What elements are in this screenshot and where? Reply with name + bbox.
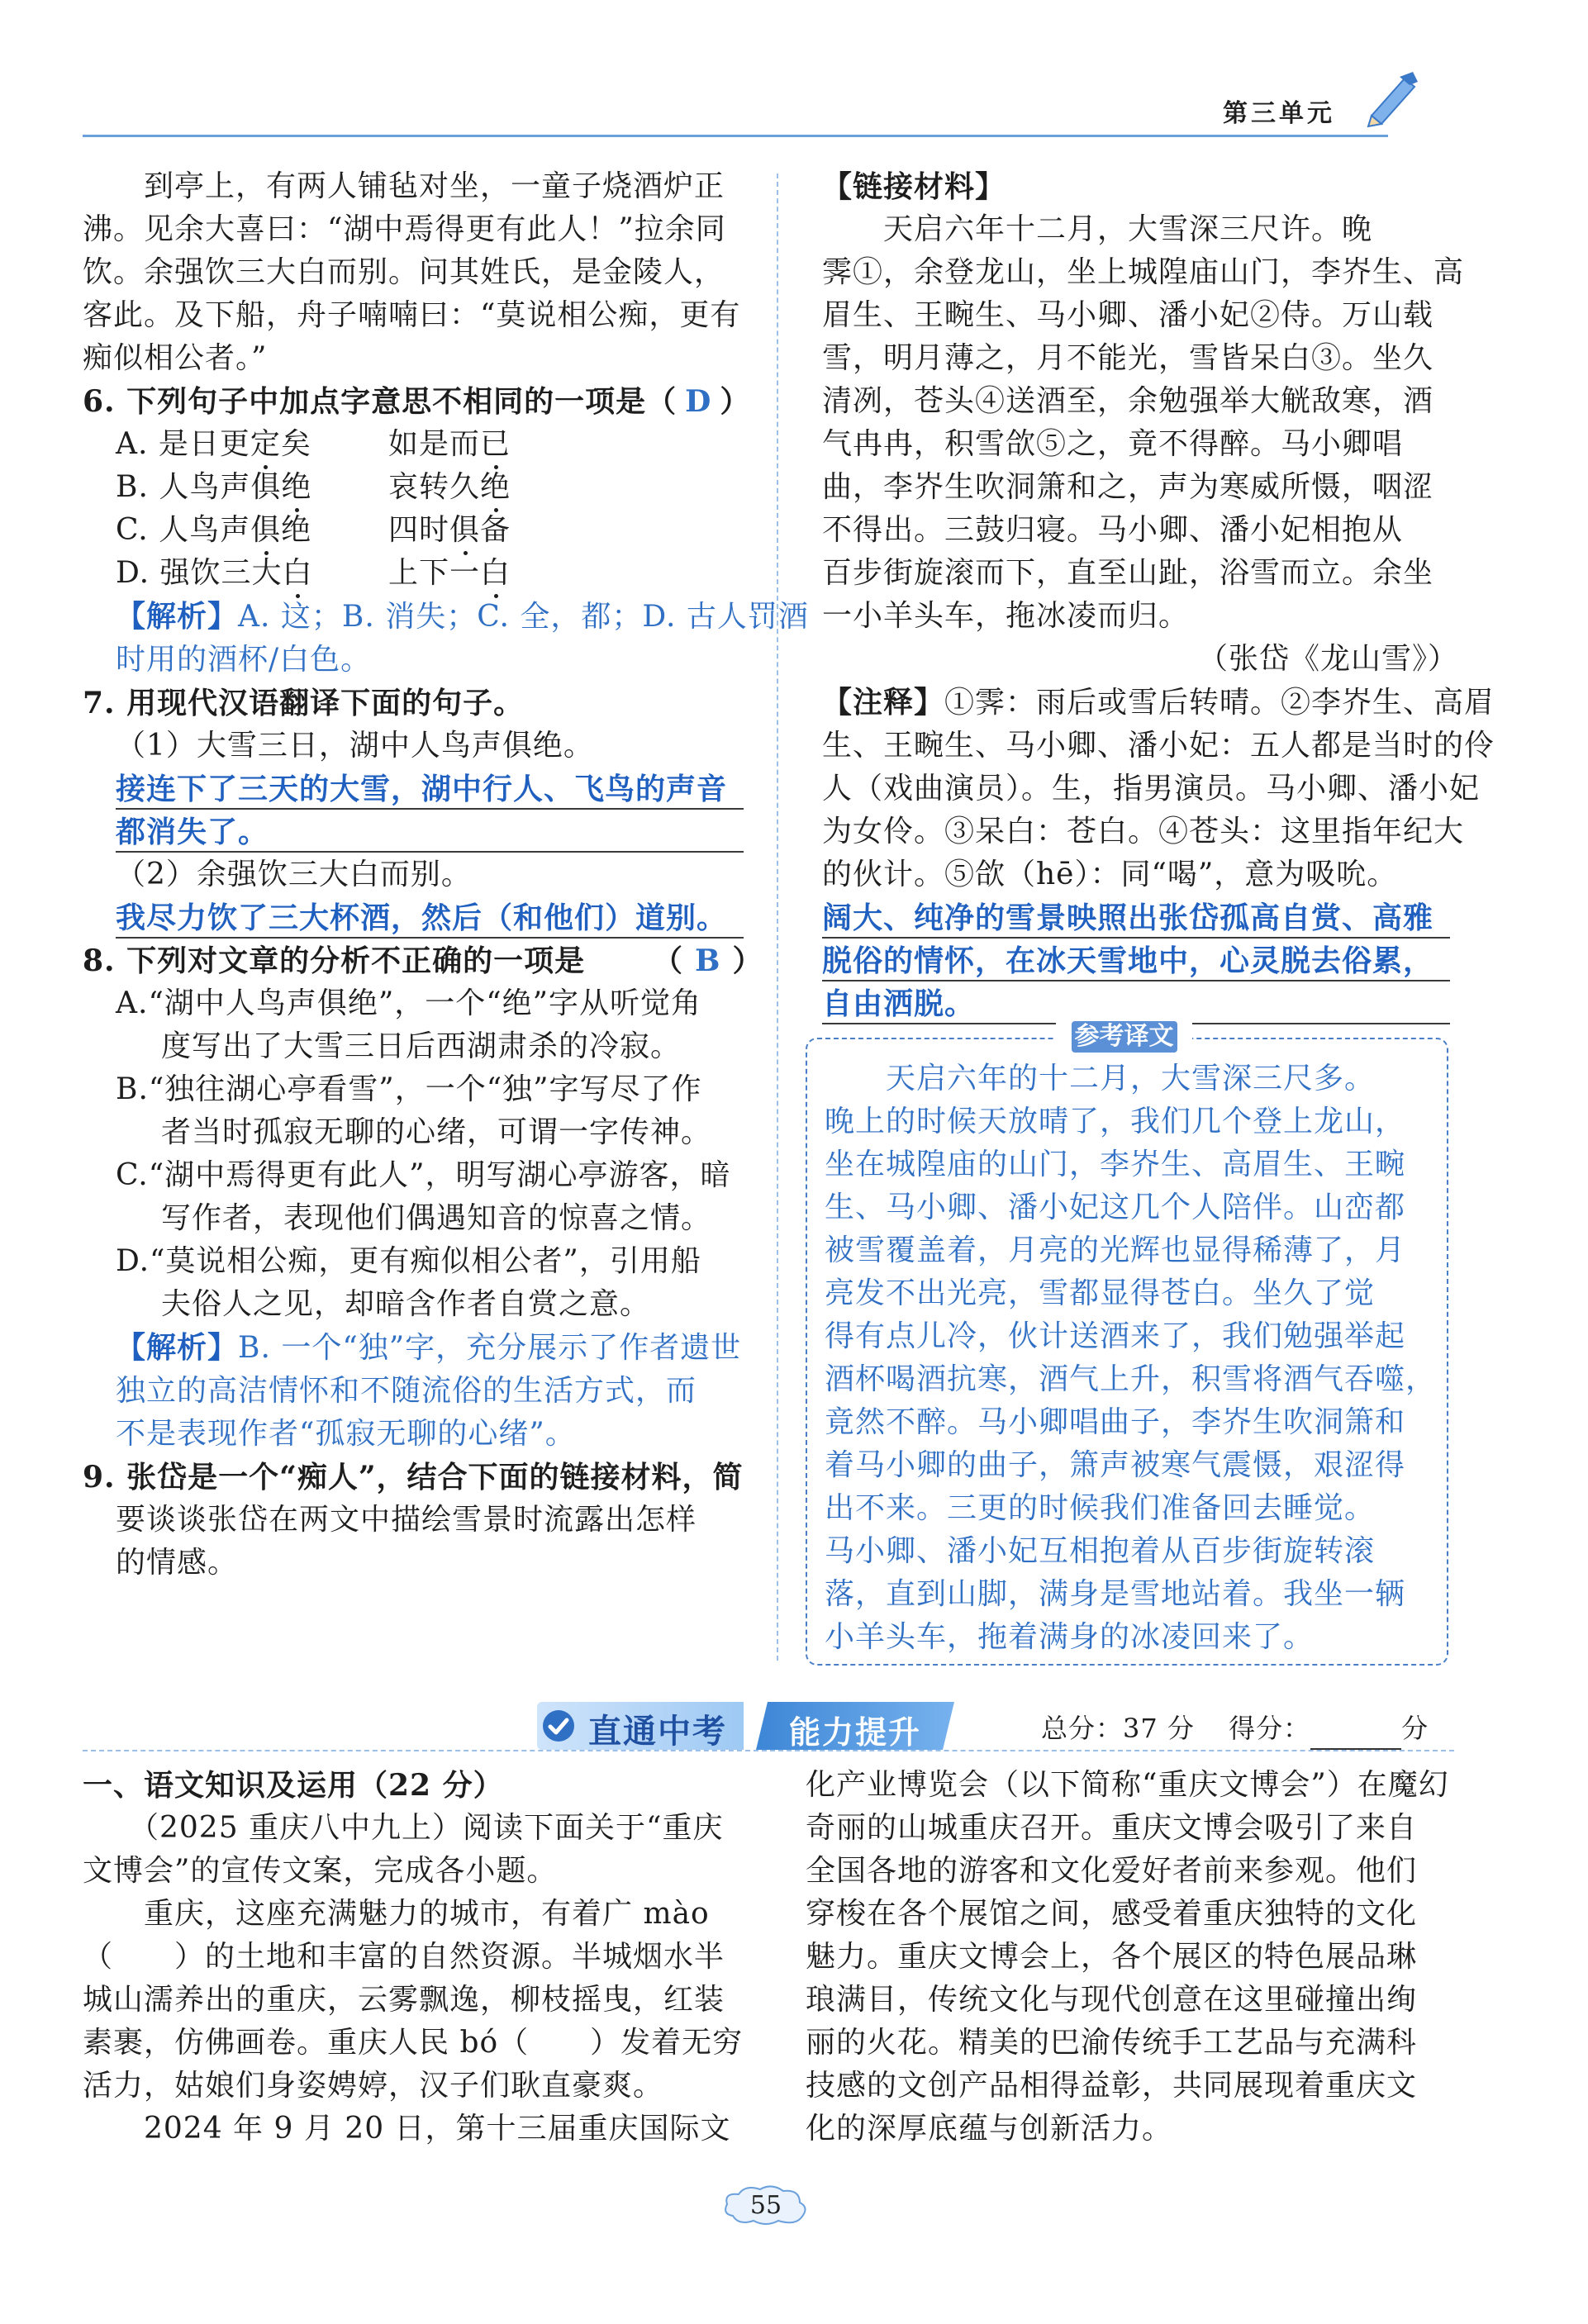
- column-divider: [777, 173, 778, 1661]
- reference-line: 酒杯喝酒抗寒，酒气上升，积雪将酒气吞噬，: [825, 1362, 1437, 1396]
- q9-stem: 9. 张岱是一个“痴人”，结合下面的链接材料，简: [83, 1460, 744, 1495]
- part1-line: 琅满目，传统文化与现代创意在这里碰撞出绚: [806, 1983, 1418, 2017]
- banner-left-label: 直通中考: [588, 1712, 727, 1751]
- q9-stem-cont: 的情感。: [116, 1546, 239, 1580]
- q8-option-a: A.“湖中人鸟声俱绝”，一个“绝”字从听觉角: [116, 986, 702, 1020]
- score-total: 总分：37 分: [1041, 1713, 1195, 1744]
- reference-line: 亮发不出光亮，雪都显得苍白。坐久了觉: [825, 1276, 1376, 1310]
- reference-line: 天启六年的十二月，大雪深三尺多。: [825, 1062, 1376, 1095]
- question-7: [83, 682, 752, 939]
- q7-sub1: （1）大雪三日，湖中人鸟声俱绝。: [116, 729, 594, 763]
- notes-line: 人（戏曲演员）。生，指男演员。马小卿、潘小妃: [822, 772, 1481, 806]
- q6-analysis: 【解析】A. 这；B. 消失；C. 全，都；D. 古人罚酒: [116, 599, 809, 634]
- part1-line: 2024 年 9 月 20 日，第十三届重庆国际文: [83, 2112, 731, 2146]
- notes-line: 为女伶。③呆白：苍白。④苍头：这里指年纪大: [822, 815, 1465, 848]
- q9-stem-cont: 要谈谈张岱在两文中描绘雪景时流露出怎样: [116, 1503, 697, 1537]
- reference-line: 落，直到山脚，满身是雪地站着。我坐一辆: [825, 1577, 1406, 1611]
- q9-answer-line: 脱俗的情怀，在冰天雪地中，心灵脱去俗累，: [822, 942, 1450, 981]
- left-column: [83, 165, 809, 1585]
- question-6: [83, 380, 809, 682]
- part1-line: 技感的文创产品相得益彰，共同展现着重庆文: [806, 2069, 1418, 2103]
- link-line: 清冽，苍头④送酒至，余勉强举大觥敌寒，酒: [822, 384, 1434, 418]
- q7-answer1-line: 都消失了。: [116, 813, 744, 853]
- part1-line: 化产业博览会（以下简称“重庆文博会”）在魔幻: [806, 1768, 1449, 1802]
- link-line: 曲，李岕生吹洞箫和之，声为寒威所慑，咽涩: [822, 470, 1434, 504]
- reference-line: 被雪覆盖着，月亮的光辉也显得稀薄了，月: [825, 1233, 1406, 1267]
- score-blank[interactable]: [1310, 1722, 1401, 1750]
- passage-line: 痴似相公者。”: [83, 341, 268, 375]
- notes-line: 的伙计。⑤欱（hē）：同“喝”，意为吸吮。: [822, 858, 1398, 891]
- part1-line: 活力，姑娘们身姿娉婷，汉子们耿直豪爽。: [83, 2069, 664, 2103]
- reference-text: [825, 1057, 1436, 1659]
- link-line: 雪，明月薄之，月不能光，雪皆呆白③。坐久: [822, 341, 1434, 375]
- passage-line: 客此。及下船，舟子喃喃曰：“莫说相公痴，更有: [83, 298, 741, 332]
- link-line: 一小羊头车，拖冰凌而归。: [822, 599, 1190, 633]
- banner-right-label: 能力提升: [789, 1713, 922, 1751]
- part1-line: 穿梭在各个展馆之间，感受着重庆独特的文化: [806, 1897, 1418, 1931]
- reference-line: 坐在城隍庙的山门，李岕生、高眉生、王畹: [825, 1148, 1406, 1181]
- part1-left: [83, 1764, 752, 2151]
- q8-option-d-cont: 夫俗人之见，却暗含作者自赏之意。: [161, 1287, 651, 1321]
- reference-line: 生、马小卿、潘小妃这几个人陪伴。山峦都: [825, 1191, 1406, 1224]
- question-8: 8. 下列对文章的分析不正确的一项是 （ B ） A.“湖中人鸟声俱绝”，一个“绝”字从听觉角 度写出了大雪三日后西湖肃杀的冷寂。 B.“独往湖心亭看雪”，一个“独”字写尽了作 者当时孤寂无聊的心绪，可谓一字传神。 C.“湖中焉得更有此人”，明写湖心亭游客，暗 写作者，表现他们偶遇知音的惊喜之情。 D.“莫说相公痴，更有痴似相公者”，引用船 夫俗人之见，却暗含作者自赏之意。 【解析】B. 一个“独”字，充分展示了作者遗世 独立的高洁情怀和不随流俗的生活方式，而 不是表现作者“孤寂无聊的心绪”。: [83, 939, 752, 1456]
- link-line: 霁①，余登龙山，坐上城隍庙山门，李岕生、高: [822, 255, 1465, 289]
- link-line: 气冉冉，积雪欱⑤之，竟不得醉。马小卿唱: [822, 427, 1404, 461]
- part1-line: （2025 重庆八中九上）阅读下面关于“重庆: [83, 1811, 724, 1845]
- q8-option-c: C.“湖中焉得更有此人”，明写湖心亭游客，暗: [116, 1158, 731, 1192]
- link-label: 【链接材料】: [822, 169, 1006, 204]
- q8-analysis-cont: 独立的高洁情怀和不随流俗的生活方式，而: [116, 1374, 697, 1408]
- reference-title: 参考译文: [1056, 1021, 1192, 1054]
- reference-line: 着马小卿的曲子，箫声被寒气震慑，艰涩得: [825, 1448, 1406, 1482]
- q7-answer2-line: 我尽力饮了三大杯酒，然后（和他们）道别。: [116, 899, 744, 939]
- part1-line: 奇丽的山城重庆召开。重庆文博会吸引了来自: [806, 1811, 1418, 1845]
- part1-heading: 一、语文知识及运用（22 分）: [83, 1768, 504, 1803]
- q8-stem: 8. 下列对文章的分析不正确的一项是: [83, 943, 586, 978]
- notes-line: 生、王畹生、马小卿、潘小妃：五人都是当时的伶: [822, 729, 1495, 763]
- q9-answer-line: 自由洒脱。: [822, 985, 1450, 1024]
- q6-answer: D: [685, 384, 712, 419]
- part1-line: 化的深厚底蕴与创新活力。: [806, 2112, 1173, 2146]
- q6-option-b: B. 人鸟声俱绝 哀转久绝: [83, 466, 752, 509]
- part1-line: 城山濡养出的重庆，云雾飘逸，柳枝摇曳，红装: [83, 1983, 725, 2017]
- reference-line: 出不来。三更的时候我们准备回去睡觉。: [825, 1491, 1376, 1525]
- question-9: [83, 1456, 752, 1585]
- page-number: 55: [749, 2191, 782, 2220]
- link-source: （张岱《龙山雪》）: [1197, 642, 1458, 676]
- passage-line: 饮。余强饮三大白而别。问其姓氏，是金陵人，: [83, 255, 725, 289]
- link-line: 天启六年十二月，大雪深三尺许。晚: [822, 212, 1373, 246]
- part1-line: 重庆，这座充满魅力的城市，有着广 mào: [83, 1897, 710, 1931]
- q6-analysis-cont: 时用的酒杯/白色。: [116, 643, 372, 677]
- q8-option-b: B.“独往湖心亭看雪”，一个“独”字写尽了作: [116, 1072, 702, 1106]
- header-rule: [83, 135, 1388, 137]
- q8-analysis-cont: 不是表现作者“孤寂无聊的心绪”。: [116, 1417, 576, 1451]
- reference-line: 晚上的时候天放晴了，我们几个登上龙山，: [825, 1105, 1406, 1138]
- check-icon: [541, 1709, 576, 1743]
- pencil-icon: [1363, 70, 1421, 128]
- q8-option-c-cont: 写作者，表现他们偶遇知音的惊喜之情。: [161, 1201, 712, 1235]
- q8-analysis: 【解析】B. 一个“独”字，充分展示了作者遗世: [116, 1330, 742, 1365]
- part1-line: 全国各地的游客和文化爱好者前来参观。他们: [806, 1854, 1418, 1888]
- q6-stem: 6. 下列句子中加点字意思不相同的一项是（: [83, 384, 678, 419]
- q8-option-b-cont: 者当时孤寂无聊的心绪，可谓一字传神。: [161, 1115, 712, 1149]
- banner-rule: [83, 1750, 1454, 1751]
- link-line: 不得出。三鼓归寝。马小卿、潘小妃相抱从: [822, 513, 1404, 547]
- notes-first-line: 【注释】①霁：雨后或雪后转晴。②李岕生、高眉: [822, 685, 1495, 720]
- q8-option-a-cont: 度写出了大雪三日后西湖肃杀的冷寂。: [161, 1029, 682, 1063]
- score-area: [1041, 1707, 1429, 1750]
- reference-line: 得有点儿冷，伙计送酒来了，我们勉强举起: [825, 1319, 1406, 1353]
- score-unit: 分: [1401, 1713, 1429, 1744]
- q7-stem: 7. 用现代汉语翻译下面的句子。: [83, 686, 525, 720]
- q8-answer: B: [695, 943, 721, 978]
- part1-line: 素裹，仿佛画卷。重庆人民 bó（ ）发着无穷: [83, 2026, 744, 2060]
- unit-title: 第三单元: [1223, 99, 1335, 128]
- q6-option-d: D. 强饮三大白 上下一白: [83, 552, 752, 595]
- q6-option-a: A. 是日更定矣 如是而已: [83, 423, 752, 466]
- right-column: [822, 165, 1495, 1025]
- q7-sub2: （2）余强饮三大白而别。: [116, 858, 472, 891]
- passage-paragraph: [83, 165, 752, 380]
- reference-line: 竟然不醉。马小卿唱曲子，李岕生吹洞箫和: [825, 1405, 1406, 1439]
- part1-right: [806, 1764, 1458, 2151]
- part1-line: （ ）的土地和丰富的自然资源。半城烟水半: [83, 1940, 725, 1974]
- q8-option-d: D.“莫说相公痴，更有痴似相公者”，引用船: [116, 1244, 701, 1278]
- page-number-badge: [720, 2183, 811, 2229]
- q6-option-c: C. 人鸟声俱绝 四时俱备: [83, 509, 752, 552]
- q7-answer1-line: 接连下了三天的大雪，湖中行人、飞鸟的声音: [116, 770, 744, 810]
- passage-line: 到亭上，有两人铺毡对坐，一童子烧酒炉正: [83, 169, 725, 203]
- part1-line: 丽的火花。精美的巴渝传统手工艺品与充满科: [806, 2026, 1418, 2060]
- reference-line: 小羊头车，拖着满身的冰凌回来了。: [825, 1620, 1315, 1654]
- part1-line: 魅力。重庆文博会上，各个展区的特色展品琳: [806, 1940, 1418, 1974]
- link-line: 百步街旋滚而下，直至山趾，浴雪而立。余坐: [822, 556, 1434, 590]
- score-got-label: 得分：: [1229, 1713, 1311, 1744]
- reference-line: 马小卿、潘小妃互相抱着从百步街旋转滚: [825, 1534, 1376, 1568]
- link-line: 眉生、王畹生、马小卿、潘小妃②侍。万山载: [822, 298, 1434, 332]
- q6-close: ）: [720, 384, 751, 419]
- part1-line: 文博会”的宣传文案，完成各小题。: [83, 1854, 558, 1888]
- q9-answer-line: 阔大、纯净的雪景映照出张岱孤高自赏、高雅: [822, 899, 1450, 939]
- passage-line: 沸。见余大喜曰：“湖中焉得更有此人！”拉余同: [83, 212, 726, 246]
